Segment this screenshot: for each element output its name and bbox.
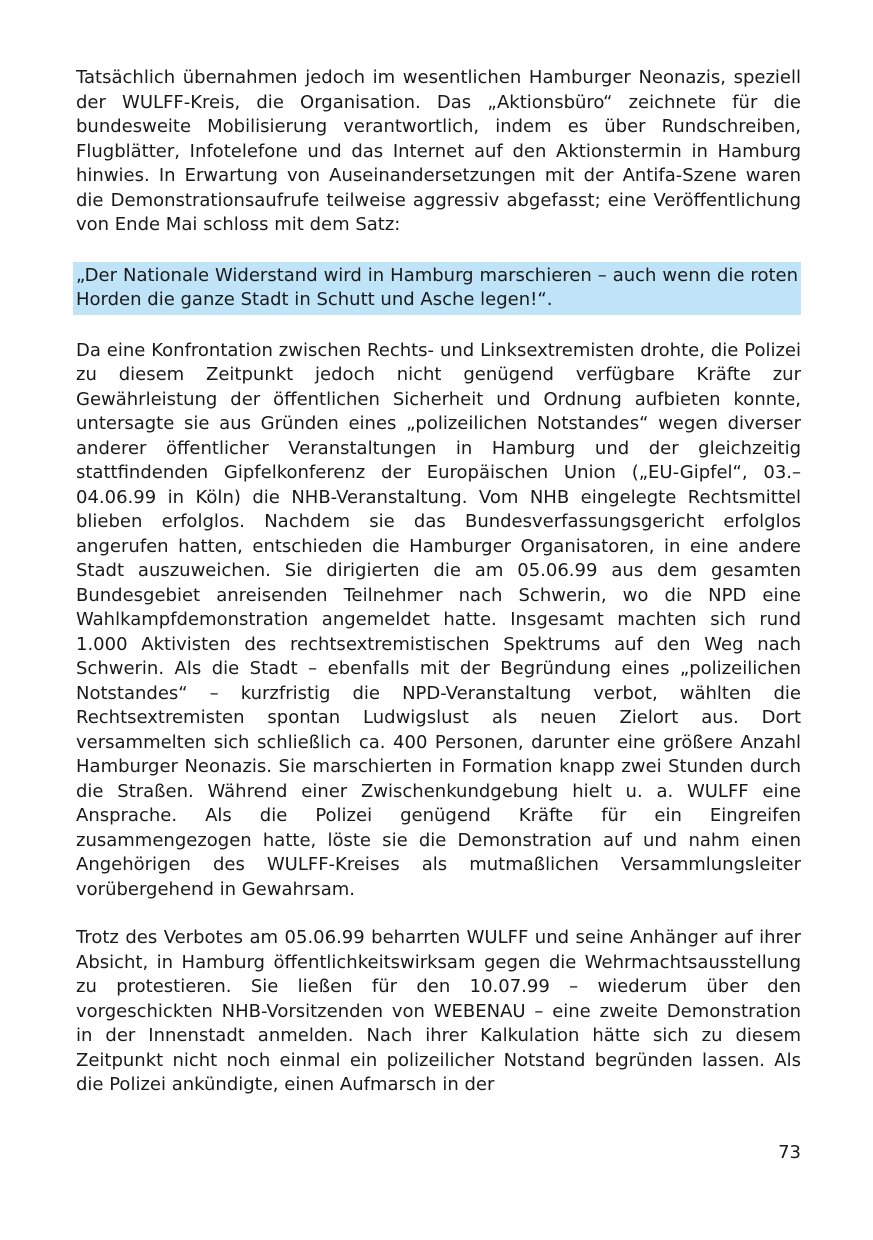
- page-number: 73: [778, 1142, 801, 1163]
- paragraph: Da eine Konfrontation zwischen Rechts- und Linksextremisten drohte, die Polizei zu diesem Zeitpunkt jedoch nicht genügend verfügbare Kräfte zur Gewährleistung der öffentlichen Sicherheit und Ordnung aufbieten konnte, untersagte sie aus Gründen eines „polizeilichen Notstandes“ wegen diverser anderer öffentlicher Veranstaltungen in Hamburg und der gleichzeitig stattfindenden Gipfelkonferenz der Europäischen Union („EU-Gipfel“, 03.–04.06.99 in Köln) die NHB-Veranstaltung. Vom NHB eingelegte Rechtsmittel blieben erfolglos. Nachdem sie das Bundesverfassungsgericht erfolglos angerufen hatten, entschieden die Hamburger Organisatoren, in eine andere Stadt auszuweichen. Sie dirigierten die am 05.06.99 aus dem gesamten Bundesgebiet anreisenden Teilnehmer nach Schwerin, wo die NPD eine Wahlkampfdemonstration angemeldet hatte. Insgesamt machten sich rund 1.000 Aktivisten des rechtsextremistischen Spektrums auf den Weg nach Schwerin. Als die Stadt – ebenfalls mit der Begründung eines „polizeilichen Notstandes“ – kurzfristig die NPD-Veranstaltung verbot, wählten die Rechtsextremisten spontan Ludwigslust als neuen Zielort aus. Dort versammelten sich schließlich ca. 400 Personen, darunter eine größere Anzahl Hamburger Neonazis. Sie marschierten in Formation knapp zwei Stunden durch die Straßen. Während einer Zwischenkundgebung hielt u. a. WULFF eine Ansprache. Als die Polizei genügend Kräfte für ein Eingreifen zusammengezogen hatte, löste sie die Demonstration auf und nahm einen Angehörigen des WULFF-Kreises als mutmaßlichen Versammlungsleiter vorübergehend in Gewahrsam.: [76, 339, 801, 900]
- paragraph: Trotz des Verbotes am 05.06.99 beharrten WULFF und seine Anhänger auf ihrer Absicht, in Hamburg öffentlichkeitswirksam gegen die Wehrmachtsausstellung zu protestieren. Sie ließen für den 10.07.99 – wiederum über den vorgeschickten NHB-Vorsitzenden von WEBENAU – eine zweite Demonstration in der Innenstadt anmelden. Nach ihrer Kalkulation hätte sich zu diesem Zeitpunkt nicht noch einmal ein polizeilicher Notstand begründen lassen. Als die Polizei ankündigte, einen Aufmarsch in der: [76, 927, 801, 1095]
- page-body: [76, 66, 801, 1098]
- paragraph: Tatsächlich übernahmen jedoch im wesentlichen Hamburger Neonazis, speziell der WULFF-Kreis, die Organisation. Das „Aktionsbüro“ zeichnete für die bundesweite Mobilisierung verantwortlich, indem es über Rundschreiben, Flugblätter, Infotelefone und das Internet auf den Aktionstermin in Hamburg hinwies. In Erwartung von Auseinandersetzungen mit der Antifa-Szene waren die Demonstrationsaufrufe teilweise aggressiv abgefasst; eine Veröffentlichung von Ende Mai schloss mit dem Satz:: [76, 67, 801, 235]
- highlighted-quote: „Der Nationale Widerstand wird in Hamburg marschieren – auch wenn die roten Horden die ganze Stadt in Schutt und Asche legen!“.: [73, 262, 801, 315]
